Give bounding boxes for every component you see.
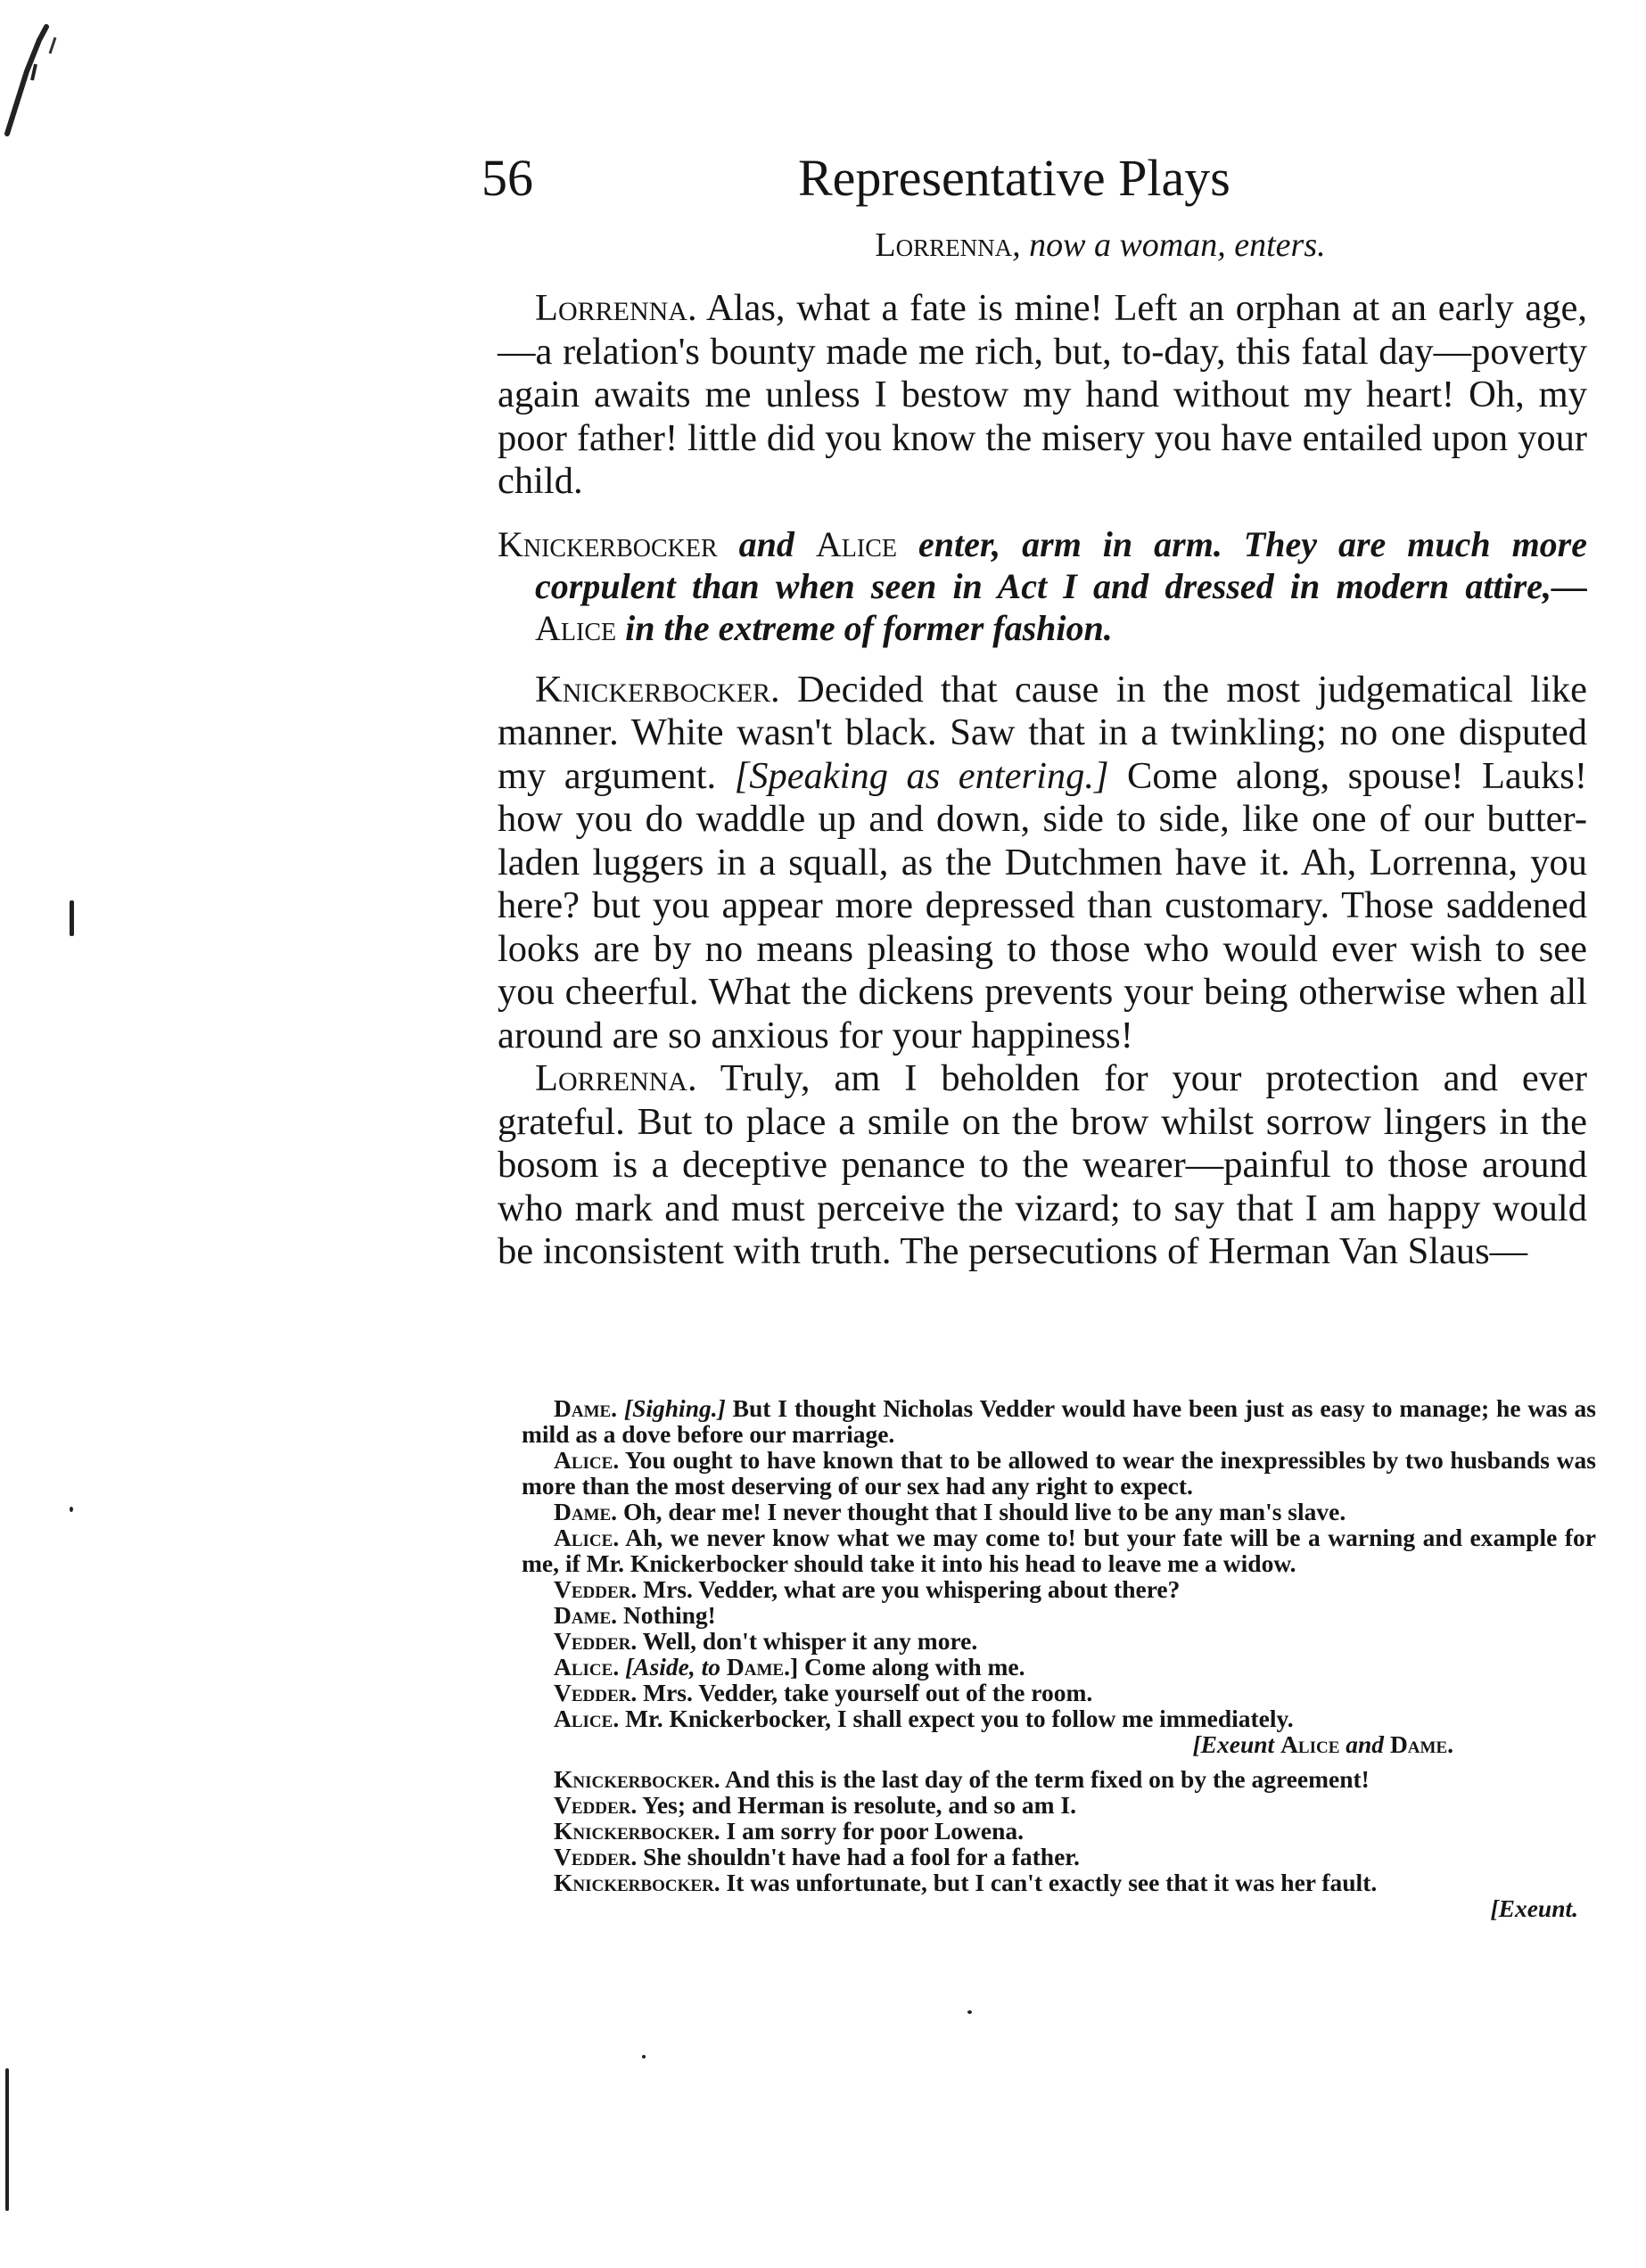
speech-text: But I thought Nicholas Vedder would have been just as easy to manage; he was as mild as a dove before our marriage.: [522, 1394, 1596, 1448]
character-name: Knickerbocker: [498, 523, 718, 564]
stage-direction-text: .: [1447, 1730, 1453, 1758]
speech-text: Alas, what a fate is mine! Left an orphan at an early age,—a relation's bounty made me rich, but, to-day, this fatal day—poverty again awaits me unless I bestow my hand without my heart! Oh, my poor father! little did you know the misery you have entailed upon your child.: [498, 287, 1587, 502]
aside-direction: [Speaking as entering.]: [734, 754, 1109, 797]
stage-direction-text: enter, arm in arm. They are much more corpulent than when seen in Act I and dressed in modern attire,—: [535, 523, 1588, 606]
stage-direction-text: , now a woman, enters.: [1012, 226, 1326, 264]
speech-text: Come along with me.: [798, 1653, 1025, 1680]
scan-speck: [70, 900, 74, 936]
footnote-line: [522, 1792, 1596, 1818]
character-name: Lorrenna: [875, 226, 1013, 264]
page-header: [481, 143, 1596, 214]
speaker-name: Alice.: [554, 1653, 620, 1680]
footnote-line: [522, 1766, 1596, 1792]
speech-text: Come along, spouse! Lauks! how you do waddle up and down, side to side, like one of our butter-laden luggers in a squall, as the Dutchmen have it. Ah, Lorrenna, you here? but you appear more depressed than customary. Those saddened looks are by no means pleasing to those who would ever wish to see you cheerful. What the dickens prevents your being otherwise when all around are so anxious for your happiness!: [498, 754, 1587, 1056]
speech-text: I am sorry for poor Lowena.: [720, 1817, 1025, 1845]
speech-text: You ought to have known that to be allowed to wear the inexpressibles by two husbands was more than the most deserving of our sex had any right to expect.: [522, 1446, 1596, 1500]
speaker-name: Vedder.: [554, 1843, 638, 1870]
aside-direction: ]: [789, 1653, 799, 1680]
character-name: Dame: [1389, 1730, 1448, 1758]
scan-speck: [70, 1507, 73, 1512]
speech-text: Ah, we never know what we may come to! but your fate will be a warning and example for me, if Mr. Knickerbocker should take it into his head to leave me a widow.: [522, 1524, 1596, 1577]
footnote-line: [522, 1499, 1596, 1524]
aside-direction: [Aside, to: [625, 1653, 727, 1680]
stage-direction-text: and: [717, 523, 816, 564]
speech-text: Mr. Knickerbocker, I shall expect you to follow me immediately.: [619, 1705, 1294, 1732]
speech-text: Mrs. Vedder, what are you whispering about there?: [637, 1575, 1181, 1603]
footnote-line: [522, 1576, 1596, 1602]
speech-text: Oh, dear me! I never thought that I should live to be any man's slave.: [617, 1498, 1346, 1525]
aside-direction: [Sighing.]: [623, 1394, 726, 1422]
speech-text: It was unfortunate, but I can't exactly see that it was her fault.: [720, 1869, 1378, 1896]
page-number: 56: [481, 149, 533, 207]
speaker-name: Alice.: [554, 1705, 620, 1732]
footnote-line: [522, 1447, 1596, 1499]
stage-direction-paragraph: [498, 523, 1587, 649]
footnote-line: [522, 1524, 1596, 1576]
speaker-name: Vedder.: [554, 1627, 638, 1655]
footnote-line: [522, 1869, 1596, 1922]
speech-text: Nothing!: [617, 1601, 716, 1629]
speech-paragraph: [498, 1057, 1587, 1274]
speaker-name: Vedder.: [554, 1679, 638, 1706]
speech-paragraph: [498, 669, 1587, 1058]
footnote-line: [522, 1654, 1596, 1680]
speaker-name: Knickerbocker.: [554, 1765, 720, 1793]
scan-speck: [642, 2055, 646, 2058]
stage-direction-text: in the extreme of former fashion.: [616, 607, 1113, 648]
speaker-name: Knickerbocker.: [535, 668, 780, 711]
footnote-line: [522, 1705, 1596, 1731]
stage-direction-text: [Exeunt: [1192, 1730, 1281, 1758]
speech-text: Mrs. Vedder, take yourself out of the room.: [637, 1679, 1093, 1706]
speech-text: Yes; and Herman is resolute, and so am I.: [637, 1791, 1076, 1819]
speaker-name: Vedder.: [554, 1575, 638, 1603]
speech-text: Well, don't whisper it any more.: [637, 1627, 978, 1655]
speaker-name: Dame.: [554, 1394, 618, 1422]
footnote-line: [522, 1680, 1596, 1705]
speech-text: And this is the last day of the term fixed on by the agreement!: [720, 1765, 1370, 1793]
footnote-block: [522, 1394, 1596, 1922]
speaker-name: Vedder.: [554, 1791, 638, 1819]
exeunt-direction: [522, 1731, 1596, 1757]
speaker-name: Alice.: [554, 1524, 620, 1551]
speaker-name: Lorrenna.: [535, 1057, 697, 1099]
footnote-line: [522, 1602, 1596, 1628]
character-name: Alice: [1280, 1730, 1340, 1758]
speech-text: Truly, am I beholden for your protection and ever grateful. But to place a smile on the brow whilst sorrow lingers in the bosom is a deceptive penance to the wearer—painful to those around who mark and must perceive the vizard; to say that I am happy would be inconsistent with truth. The persecutions of Herman Van Slaus—: [498, 1057, 1587, 1272]
speaker-name: Dame.: [554, 1498, 618, 1525]
speech-paragraph: [498, 287, 1587, 504]
stage-direction-entrance: [498, 223, 1587, 267]
character-name: Dame.: [726, 1653, 790, 1680]
running-title: Representative Plays: [798, 149, 1230, 207]
speaker-name: Knickerbocker.: [554, 1817, 720, 1845]
speaker-name: Knickerbocker.: [554, 1869, 720, 1896]
stage-direction-text: and: [1339, 1730, 1390, 1758]
character-name: Alice: [815, 523, 897, 564]
footnote-line: [522, 1395, 1596, 1447]
footnote-line: [522, 1844, 1596, 1869]
main-text: [498, 223, 1587, 1274]
footnote-line: [522, 1818, 1596, 1844]
speaker-name: Dame.: [554, 1601, 618, 1629]
footnote-line: [522, 1628, 1596, 1654]
speech-text: Decided that cause in the most judgematical like manner. White wasn't black. Saw that in a twinkling; no one disputed my argument.: [498, 668, 1587, 797]
speech-text: She shouldn't have had a fool for a father.: [637, 1843, 1080, 1870]
speaker-name: Alice.: [554, 1446, 620, 1474]
pencil-mark: [0, 18, 80, 143]
exeunt-direction: [Exeunt.: [1490, 1894, 1578, 1922]
scan-speck: [5, 2068, 9, 2211]
scan-speck: [967, 2010, 972, 2014]
character-name: Alice: [535, 607, 617, 648]
speaker-name: Lorrenna.: [535, 287, 697, 329]
